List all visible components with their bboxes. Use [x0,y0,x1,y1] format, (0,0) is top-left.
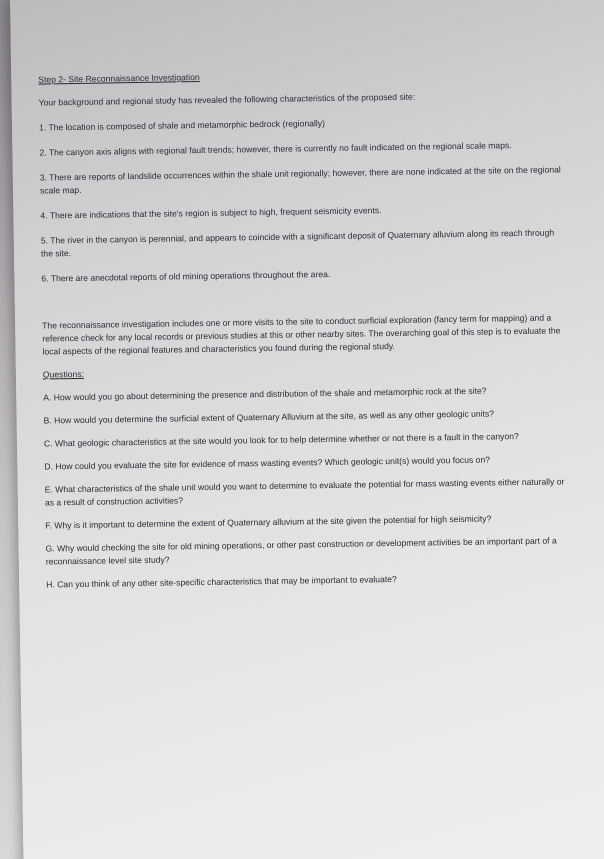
question-item: B. How would you determine the surficial extent of Quaternary Alluvium at the site, as well as any other geologic units? [43,408,495,426]
list-item: 5. The river in the canyon is perennial, and appears to coincide with a significant deposit of Quaternary alluvium along its reach through the site. [40,227,555,259]
list-item: 6. There are anecdotal reports of old mining operations throughout the area. [41,269,331,284]
questions-heading: Questions: [42,368,85,380]
body-paragraph: The reconnaissance investigation includes one or more visits to the site to conduct surficial exploration (fancy term for mapping) and a reference check for any local records or previous studies at this or other nearby sites. The overarching goal of this step is to evaluate the local aspects of the regional features and characteristics you found during the regional study. [42,312,561,357]
intro-text: Your background and regional study has revealed the following characteristics of the proposed site: [38,91,416,108]
list-item: 2. The canyon axis aligns with regional fault trends; however, there is currently no fault indicated on the regional scale maps. [39,140,512,158]
section-heading: Step 2- Site Reconnaissance Investigation [38,72,200,85]
list-item: 1. The location is composed of shale and metamorphic bedrock (regionally) [38,118,326,133]
document-content [38,65,571,601]
question-item: F. Why is it important to determine the extent of Quaternary alluvium at the site given the potential for high seismicity? [45,513,492,531]
list-item: 3. There are reports of landslide occurrences within the shale unit regionally; however, there are none indicated at the site on the regional scale map. [39,164,561,196]
question-item: H. Can you think of any other site-specific characteristics that may be important to evaluate? [46,573,397,590]
question-item: A. How would you go about determining the presence and distribution of the shale and metamorphic rock at the site? [43,385,487,403]
question-item: E. What characteristics of the shale unit would you want to determine to evaluate the potential for mass wasting events either naturally or as a result of construction activities? [44,476,565,508]
list-item: 4. There are indications that the site's region is subject to high, frequent seismicity events. [40,205,382,221]
paper-sheet [10,0,604,859]
question-item: D. How could you evaluate the site for evidence of mass wasting events? Which geologic unit(s) would you focus on? [44,454,491,472]
question-item: C. What geologic characteristics at the site would you look for to help determine whether or not there is a fault in the canyon? [43,431,519,449]
question-item: G. Why would checking the site for old mining operations, or other past construction or development activities be an important part of a reconnaissance level site study? [45,535,557,567]
